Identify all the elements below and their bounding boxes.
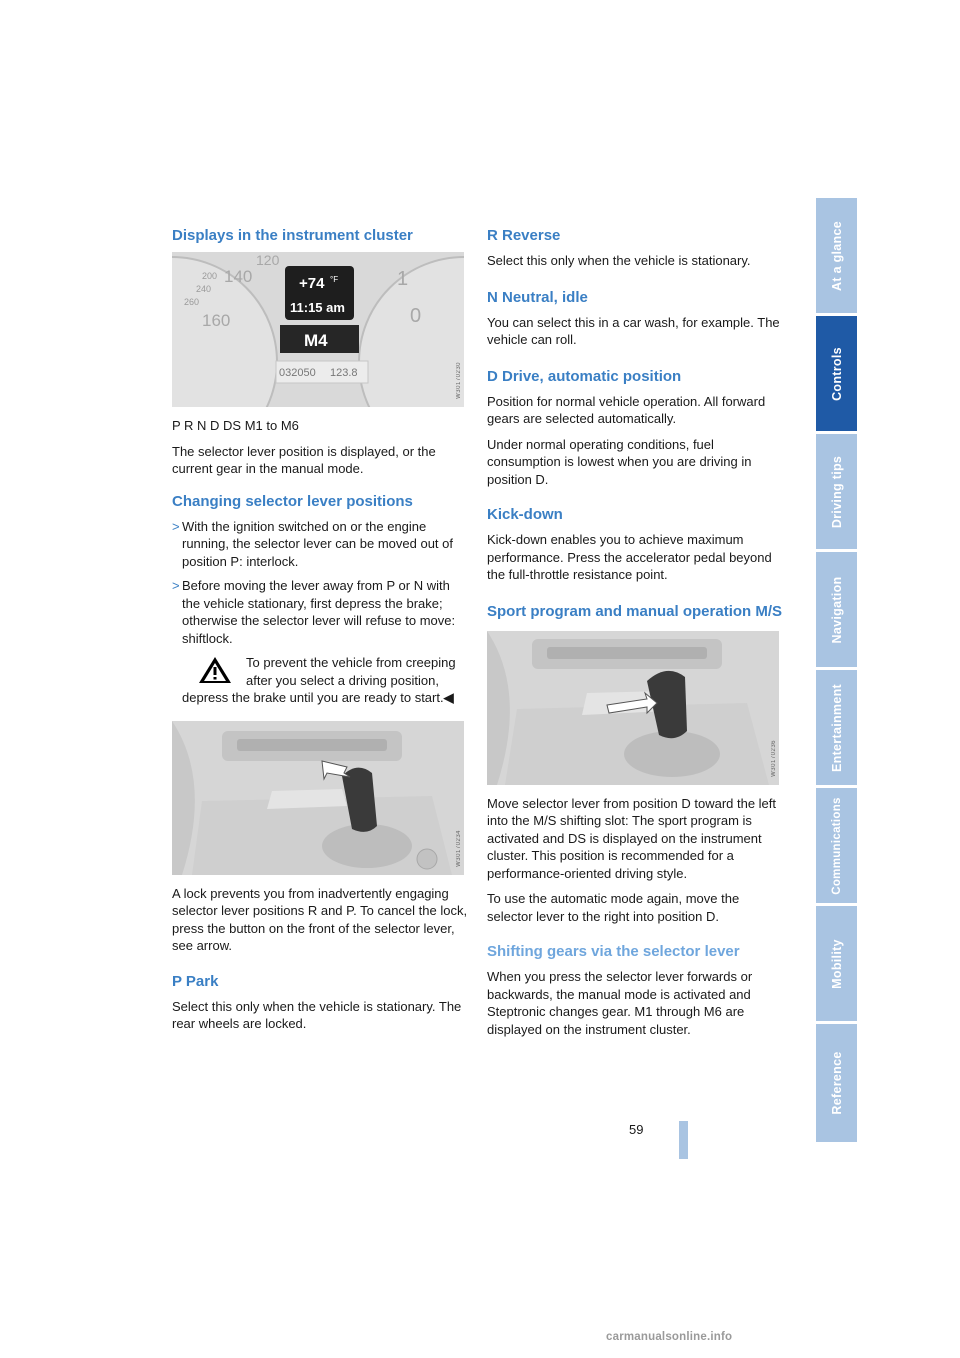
tab-label: Navigation (829, 576, 844, 643)
instrument-cluster-illustration (172, 252, 464, 407)
right-column (487, 226, 783, 1046)
tab-label: Mobility (829, 938, 844, 989)
reverse-text: Select this only when the vehicle is stationary. (487, 253, 751, 268)
heading-changing-positions: Changing selector lever positions (172, 492, 413, 510)
speed-120-label: 120 (256, 252, 280, 268)
list-item-text: Before moving the lever away from P or N with the vehicle stationary, first depress the brake; otherwise the selector lever will refuse to move: shiftlock. (182, 578, 456, 646)
selector-display-text: The selector lever position is displayed, or the current gear in the manual mode. (172, 443, 436, 476)
chapter-tabs (816, 198, 857, 1142)
sport-text-2: To use the automatic mode again, move the selector lever to the right into position D. (487, 891, 740, 924)
heading-kick-down: Kick-down (487, 506, 563, 523)
warning-note (182, 654, 468, 707)
heading-park: P Park (172, 972, 219, 990)
end-mark-icon: ◀ (443, 690, 454, 705)
temp-readout: +74 (299, 275, 325, 292)
bullet-marker: > (172, 518, 180, 534)
page-number: 59 (629, 1122, 644, 1137)
tab-driving-tips[interactable] (816, 434, 857, 552)
speed-140-label: 140 (224, 267, 253, 286)
tab-mobility[interactable] (816, 906, 857, 1024)
tab-communications[interactable] (816, 788, 857, 906)
speed-240-label: 240 (196, 284, 212, 294)
changing-list (172, 518, 468, 648)
temp-unit: °F (330, 275, 339, 284)
heading-drive: D Drive, automatic position (487, 367, 682, 385)
heading-reverse: R Reverse (487, 227, 561, 244)
sport-program-illustration (487, 631, 779, 785)
list-item (172, 577, 468, 647)
heading-sport-program: Sport program and manual operation M/S (487, 602, 783, 620)
tab-label: Entertainment (829, 683, 844, 772)
list-item (172, 518, 468, 571)
shifting-text: When you press the selector lever forwards or backwards, the manual mode is activated and Steptronic changes gear. M1 through M6 are displayed on the instrument cluster. (487, 969, 753, 1037)
left-column (172, 226, 468, 1041)
sport-text-1: Move selector lever from position D toward the left into the M/S shifting slot: The sport program is activated and DS is displayed on the instrument cluster. This position is recommended for a performance-oriented driving style. (487, 795, 777, 881)
kick-down-text: Kick-down enables you to achieve maximum performance. Press the accelerator pedal beyond the full-throttle resistance point. (487, 532, 772, 582)
speed-200-label: 200 (202, 271, 218, 281)
tab-label: Controls (829, 346, 844, 401)
page-number-bar (679, 1121, 688, 1159)
figure-code: W30170230 (456, 362, 462, 399)
heading-instrument-cluster: Displays in the instrument cluster (172, 227, 413, 244)
positions-text: P R N D DS M1 to M6 (172, 418, 299, 433)
selector-lever-illustration (172, 721, 464, 875)
drive-text-2: Under normal operating conditions, fuel consumption is lowest when you are driving in position D. (487, 436, 752, 487)
rpm-0-label: 0 (410, 305, 422, 327)
trip-readout: 123.8 (330, 367, 358, 379)
tab-label: Communications (830, 796, 843, 895)
tab-navigation[interactable] (816, 552, 857, 670)
odometer-readout: 032050 (279, 367, 316, 379)
instrument-cluster-image (172, 252, 464, 407)
warning-text: To prevent the vehicle from creeping after you select a driving position, depress the brake until you are ready to start. (182, 655, 456, 705)
time-readout: 11:15 am (290, 300, 345, 315)
tab-entertainment[interactable] (816, 670, 857, 788)
lock-text: A lock prevents you from inadvertently engaging selector lever positions R and P. To cancel the lock, press the button on the front of the selector lever, see arrow. (172, 885, 468, 953)
gear-readout: M4 (304, 331, 328, 350)
heading-neutral: N Neutral, idle (487, 288, 588, 306)
figure-code: W30170236 (771, 739, 777, 777)
tab-label: Reference (829, 1051, 844, 1115)
speed-260-label: 260 (184, 297, 200, 307)
rpm-1-label: 1 (397, 268, 409, 290)
warning-triangle-icon (198, 656, 232, 684)
heading-shifting-gears: Shifting gears via the selector lever (487, 943, 740, 960)
selector-lever-image (172, 721, 464, 875)
tab-label: At a glance (829, 220, 844, 291)
drive-text-1: Position for normal vehicle operation. All forward gears are selected automatically. (487, 393, 766, 426)
park-text: Select this only when the vehicle is stationary. The rear wheels are locked. (172, 998, 462, 1031)
tab-controls[interactable] (816, 316, 857, 434)
speed-160-label: 160 (202, 311, 231, 330)
watermark[interactable]: carmanualsonline.info (606, 1331, 733, 1343)
list-item-text: With the ignition switched on or the engine running, the selector lever can be moved out of position P: interlock. (182, 518, 453, 569)
neutral-text: You can select this in a car wash, for example. The vehicle can roll. (487, 314, 780, 347)
bullet-marker: > (172, 578, 180, 593)
tab-at-a-glance[interactable] (816, 198, 857, 316)
figure-code: W30170234 (456, 829, 462, 867)
sport-program-image (487, 631, 779, 785)
tab-reference[interactable] (816, 1024, 857, 1142)
tab-label: Driving tips (829, 455, 844, 528)
